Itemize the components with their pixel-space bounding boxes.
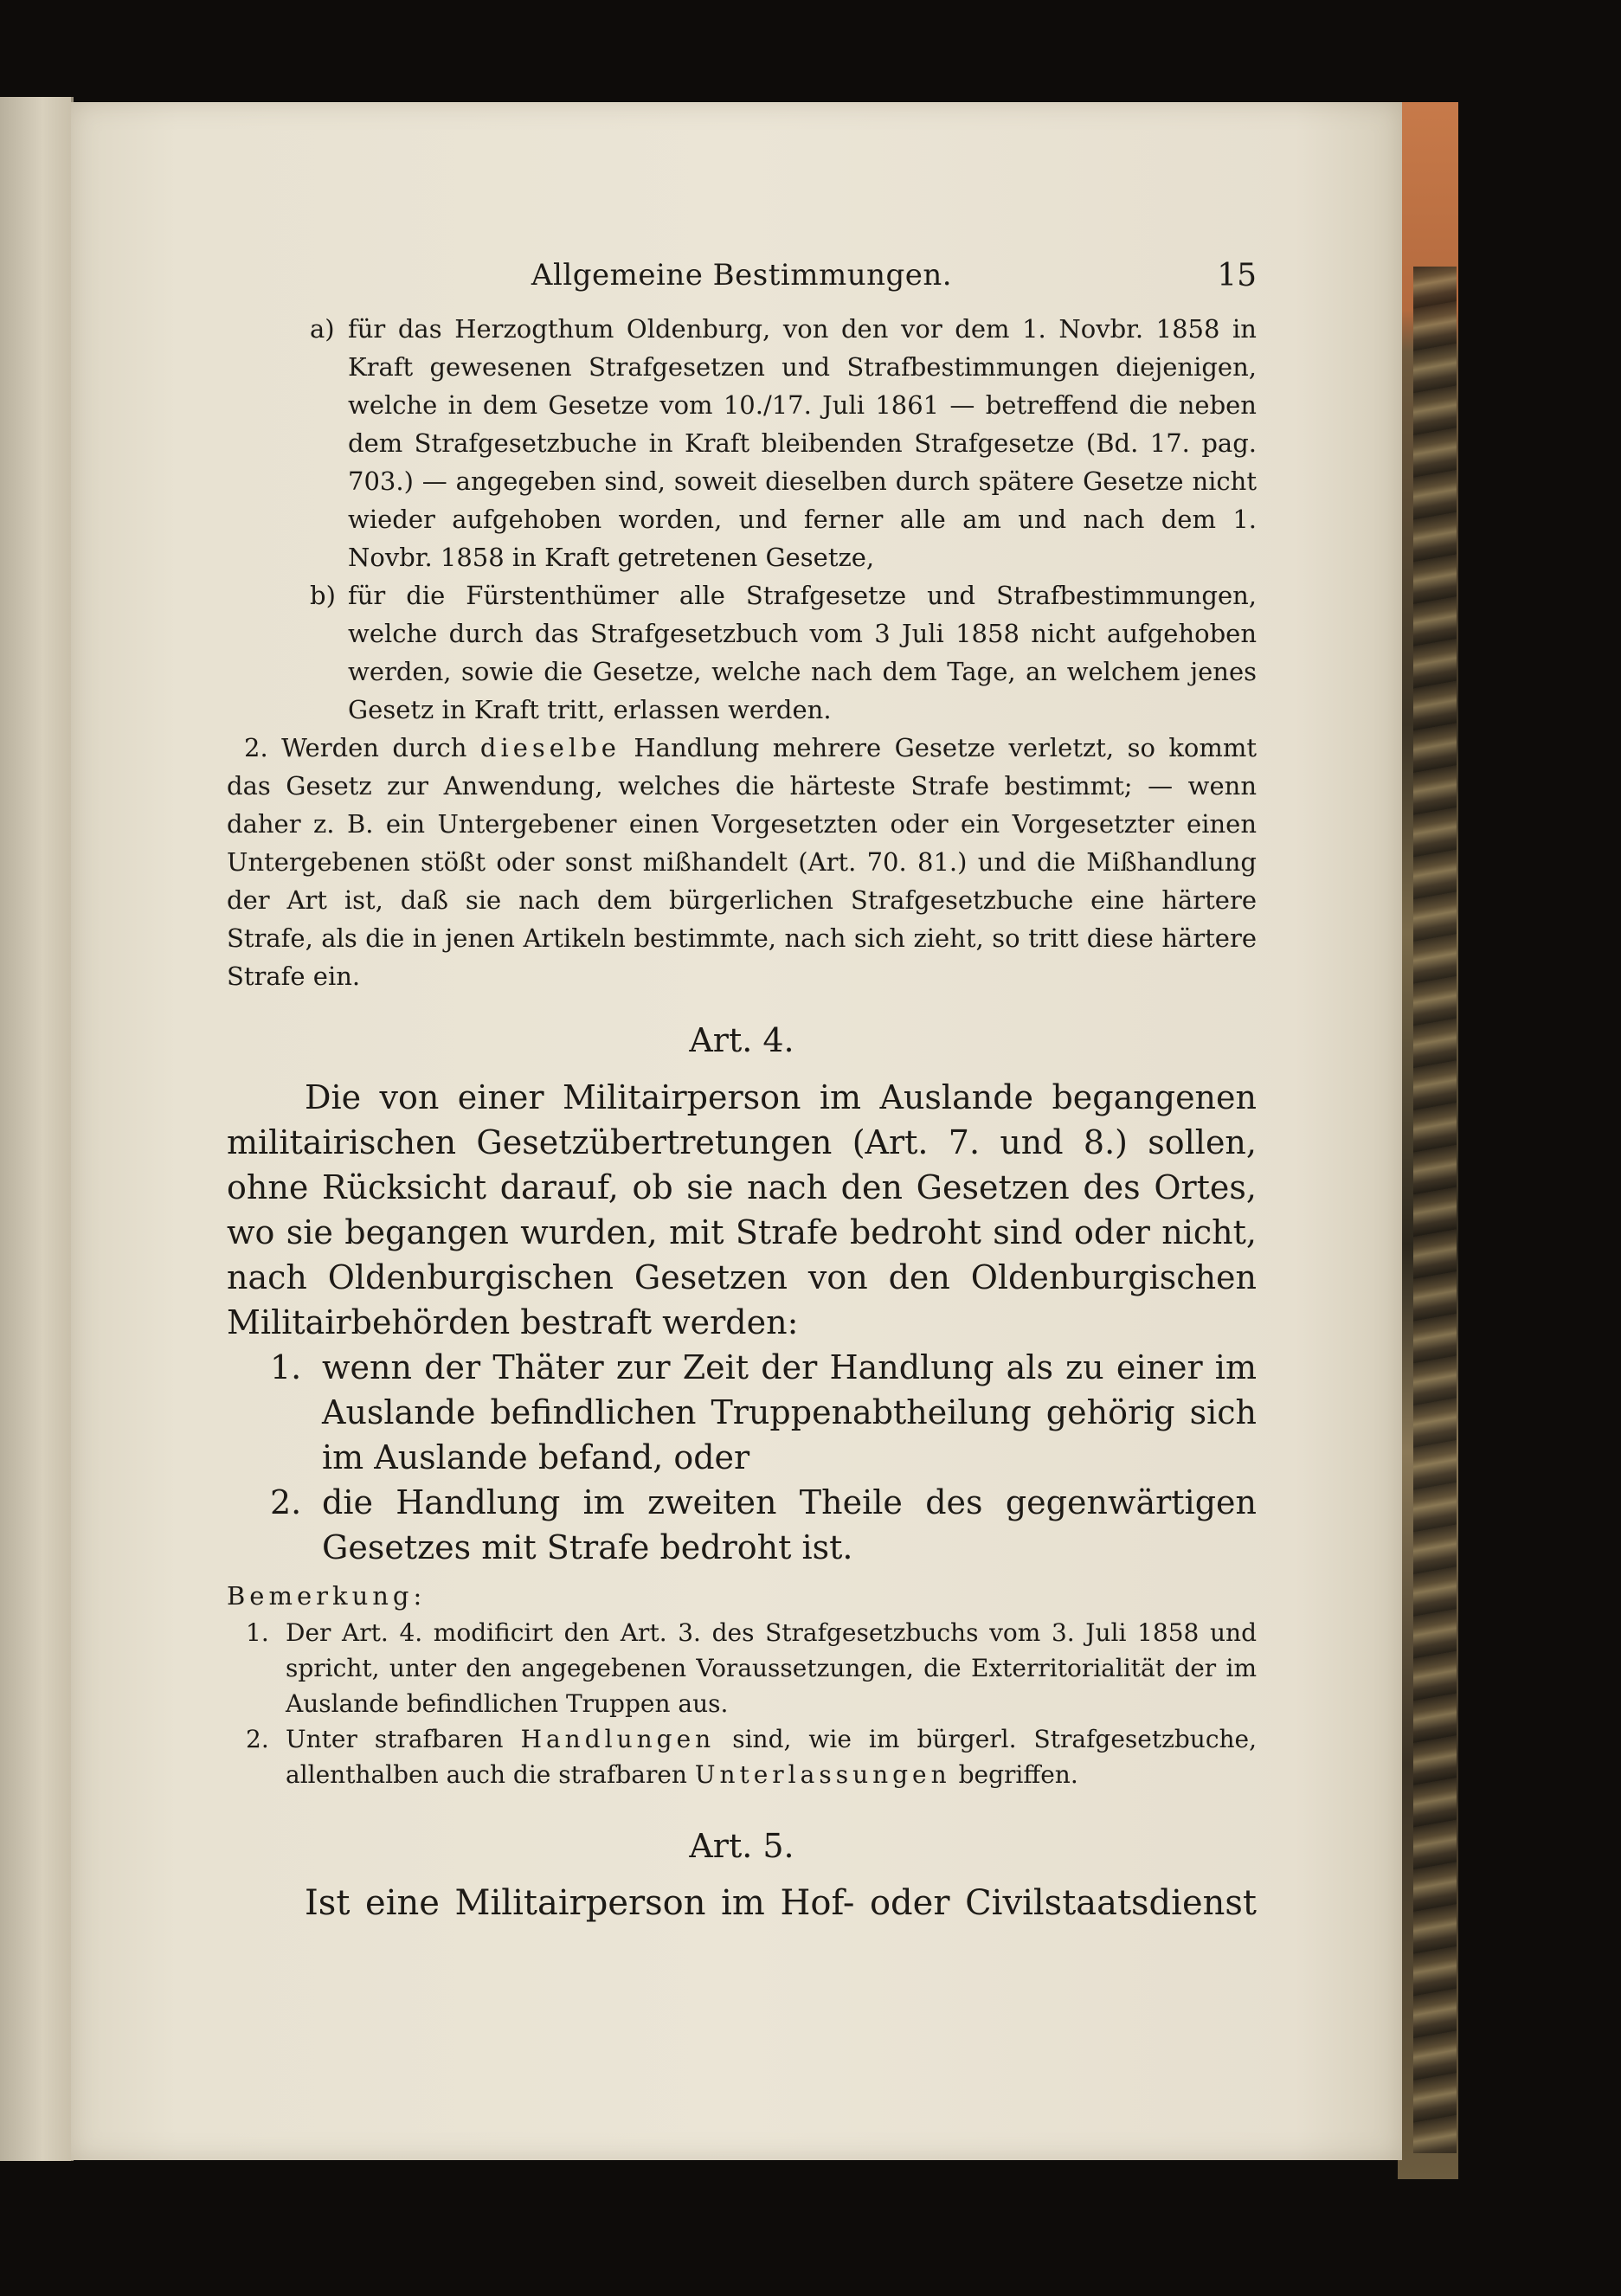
clause-a — [227, 310, 1257, 576]
clause-marker: a) — [310, 314, 335, 344]
point-text-before: Werden durch — [281, 733, 467, 762]
item-text: wenn der Thäter zur Zeit der Handlung als zu einer im Auslande befindlichen Truppenabtheilung gehörig sich im Auslande befand, oder — [322, 1348, 1257, 1476]
article-4-intro: Die von einer Militairperson im Auslande begangenen militairischen Gesetzübertretungen (Art. 7. und 8.) sollen, ohne Rücksicht darauf, ob sie nach den Gesetzen des Ortes, wo sie begangen wurden, mit Strafe bedroht sind oder nicht, nach Oldenburgischen Gesetzen von den Oldenburgischen Militairbehörden bestraft werden: — [227, 1078, 1257, 1341]
clause-text: für das Herzogthum Oldenburg, von den vor dem 1. Novbr. 1858 in Kraft gewesenen Strafgesetzen und Strafbestimmungen diejenigen, welche in dem Gesetze vom 10./17. Juli 1861 — betreffend die neben dem Strafgesetzbuche in Kraft bleibenden Strafgesetze (Bd. 17. pag. 703.) — angegeben sind, soweit dieselben durch spätere Gesetze nicht wieder aufgehoben worden, und ferner alle am und nach dem 1. Novbr. 1858 in Kraft getretenen Gesetze, — [348, 314, 1257, 572]
running-title: Allgemeine Bestimmungen. — [531, 258, 953, 293]
marbled-cover-edge — [1398, 102, 1458, 2179]
article-5-first-line: Ist eine Militairperson im Hof- oder Civilstaatsdienst — [305, 1883, 1257, 1923]
item-marker: 2. — [270, 1483, 302, 1521]
remark-text-2: sind, wie im bürgerl. Strafgesetzbuche, allenthalben auch die strafbaren — [286, 1725, 1258, 1789]
point-text-after: Handlung mehrere Gesetze verletzt, so kommt das Gesetz zur Anwendung, welches die härteste Strafe bestimmt; — wenn daher z. B. ein Untergebener einen Vorgesetzten oder ein Vorgesetzter einen Untergebenen stößt oder sonst mißhandelt (Art. 70. 81.) und die Mißhandlung der Art ist, daß sie nach dem bürgerlichen Strafgesetzbuche eine härtere Strafe, als die in jenen Artikeln bestimmte, nach sich zieht, so tritt diese härtere Strafe ein. — [227, 733, 1258, 991]
running-head — [227, 258, 1257, 310]
remark-text-spaced-2: Unterlassungen — [694, 1760, 951, 1789]
point-text-spaced: dieselbe — [479, 733, 621, 762]
article-5-heading: Art. 5. — [689, 1827, 794, 1865]
clause-marker: b) — [310, 581, 336, 610]
remark-1 — [227, 1615, 1257, 1721]
article-4-item-2 — [227, 1480, 1257, 1570]
article-4-item-1 — [227, 1345, 1257, 1480]
previous-page-edge — [0, 97, 74, 2161]
remark-text-spaced-1: Handlungen — [520, 1725, 716, 1753]
remark-marker: 1. — [246, 1618, 269, 1647]
remark-text-1: Unter strafbaren — [286, 1725, 504, 1753]
point-marker: 2. — [244, 733, 268, 762]
remarks-label: Bemerkung: — [227, 1581, 427, 1611]
clause-text: für die Fürstenthümer alle Strafgesetze und Strafbestimmungen, welche durch das Strafgesetzbuch vom 3 Juli 1858 nicht aufgehoben werden, sowie die Gesetze, welche nach dem Tage, an welchem jenes Gesetz in Kraft tritt, erlassen werden. — [348, 581, 1257, 724]
point-2 — [227, 729, 1257, 995]
clause-b — [227, 576, 1257, 729]
item-marker: 1. — [270, 1348, 302, 1386]
article-4-heading: Art. 4. — [689, 1021, 794, 1059]
remark-marker: 2. — [246, 1725, 269, 1753]
remark-text: Der Art. 4. modificirt den Art. 3. des Strafgesetzbuchs vom 3. Juli 1858 und spricht, unter den angegebenen Voraussetzungen, die Exterritorialität der im Auslande befindlichen Truppen aus. — [286, 1618, 1257, 1718]
book-page — [71, 102, 1402, 2160]
remark-text-3: begriffen. — [958, 1760, 1078, 1789]
page-content — [227, 258, 1257, 1926]
remark-2 — [227, 1721, 1257, 1792]
page-number: 15 — [1217, 258, 1257, 293]
item-text: die Handlung im zweiten Theile des gegenwärtigen Gesetzes mit Strafe bedroht ist. — [322, 1483, 1257, 1566]
